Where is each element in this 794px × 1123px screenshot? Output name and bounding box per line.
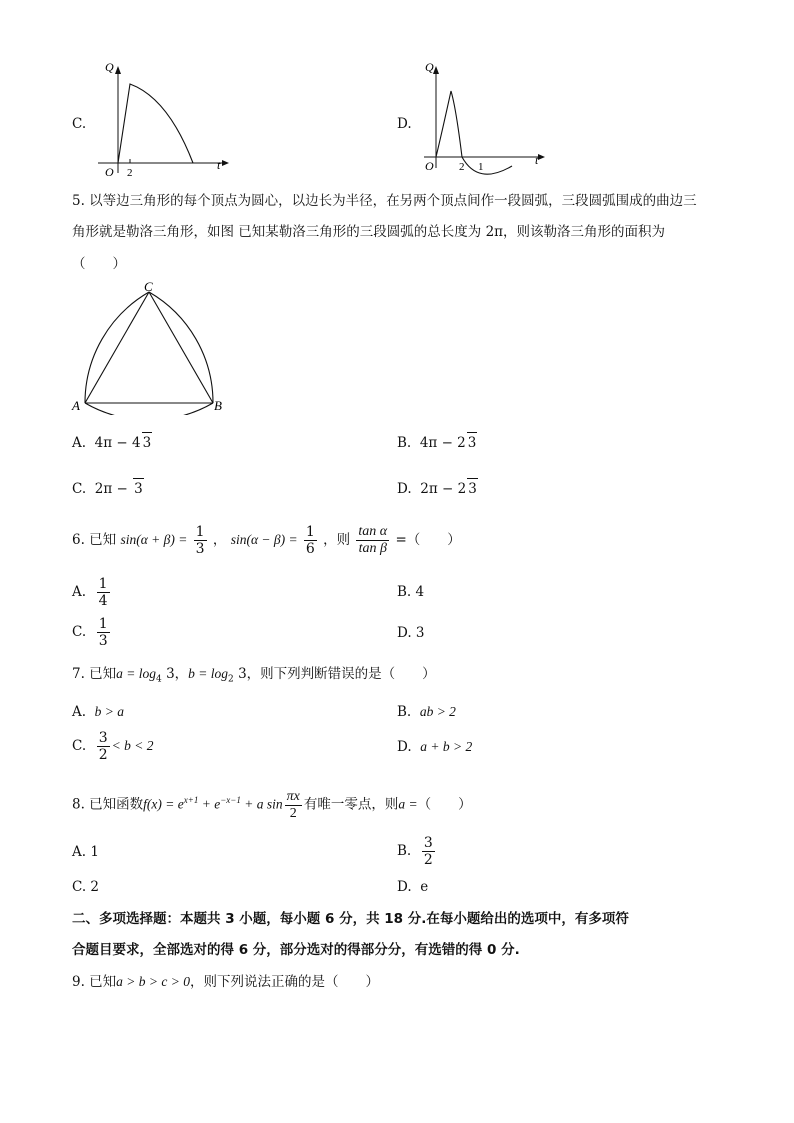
graph-d <box>416 60 556 185</box>
q5-option-a: A. 4π − 4 3 <box>72 432 152 453</box>
reuleaux-triangle-figure <box>70 280 230 415</box>
q6-option-d: D. 3 <box>397 625 425 641</box>
graph-c-tick: 2 <box>127 167 133 178</box>
q6-option-b: B. 4 <box>397 584 425 600</box>
q8-stem: 8. 已知函数$f(x) = e^{x+1} + e^{-x-1} + a$ sin $\frac{\pi x}{2}$ 有唯一零点，则a =（ ） <box>72 788 472 821</box>
q7-option-a: A. b > a <box>72 704 125 720</box>
q6-option-c: C. $\frac{1}{3}$ <box>72 616 108 649</box>
vertex-c-label: C <box>144 280 153 294</box>
q6-option-a: A. $\frac{1}{4}$ <box>72 576 108 609</box>
q5-line-1: 5. 以等边三角形的每个顶点为圆心，以边长为半径，在另两个顶点间作一段圆弧，三段圆弧围成的曲边三 <box>72 193 697 209</box>
arc-ab <box>85 403 213 415</box>
q7-stem: 7. 已知$a = \log_4 3$，$b = \log_2 3$，则下列判断错误的是（ ） <box>72 666 436 685</box>
q8-option-a: A. 1 <box>72 844 99 860</box>
side-bc <box>149 292 213 403</box>
graph-d-tick-1: 1 <box>478 161 484 173</box>
graph-c-x-label: t <box>217 158 221 172</box>
q6-stem: 6. 已知 sin(α + β) = $\frac{1}{3}$ ， sin(α − β) = $\frac{1}{6}$ ，则 $\frac{\text{tan α}}{\text{tan β}}$ =（ ） <box>72 524 461 557</box>
q9-stem: 9. 已知a > b > c > 0，则下列说法正确的是（ ） <box>72 974 379 990</box>
side-ac <box>85 292 149 403</box>
q8-option-b: B. $\frac{3}{2}$ <box>397 835 433 868</box>
graph-d-origin: O <box>425 159 434 173</box>
graph-d-x-label: t <box>535 153 539 167</box>
vertex-b-label: B <box>214 398 222 413</box>
section-2-heading-line-1: 二、多项选择题：本题共 3 小题，每小题 6 分，共 18 分.在每小题给出的选项中，有多项符 <box>72 911 629 927</box>
q5-option-b: B. 4π − 2 3 <box>397 432 477 453</box>
q5-line-2: 角形就是勒洛三角形，如图 已知某勒洛三角形的三段圆弧的总长度为 2π，则该勒洛三角形的面积为 <box>72 224 666 240</box>
option-d-label: D. <box>397 116 412 132</box>
graph-d-tick-2: 2 <box>459 161 465 173</box>
graph-c <box>90 60 235 178</box>
graph-c-origin: O <box>105 165 114 178</box>
q7-option-d: D. a + b > 2 <box>397 739 473 755</box>
vertex-a-label: A <box>72 398 80 413</box>
option-c-label: C. <box>72 116 87 132</box>
q7-option-b: B. ab > 2 <box>397 704 456 720</box>
q8-option-c: C. 2 <box>72 879 100 895</box>
graph-d-y-label: Q <box>425 60 434 74</box>
q5-option-d: D. 2π − 2 3 <box>397 478 478 499</box>
section-2-heading-line-2: 合题目要求，全部选对的得 6 分，部分选对的得部分分，有选错的得 0 分. <box>72 942 520 958</box>
graph-c-curve <box>118 84 193 163</box>
q7-option-c: C. $\frac{3}{2}$ < b < 2 <box>72 730 154 763</box>
graph-c-y-label: Q <box>105 60 114 74</box>
q5-answer-paren: （ ） <box>72 256 126 272</box>
graph-d-curve <box>436 91 512 174</box>
q5-option-c: C. 2π − 3 <box>72 478 144 499</box>
q8-option-d: D. e <box>397 879 429 895</box>
